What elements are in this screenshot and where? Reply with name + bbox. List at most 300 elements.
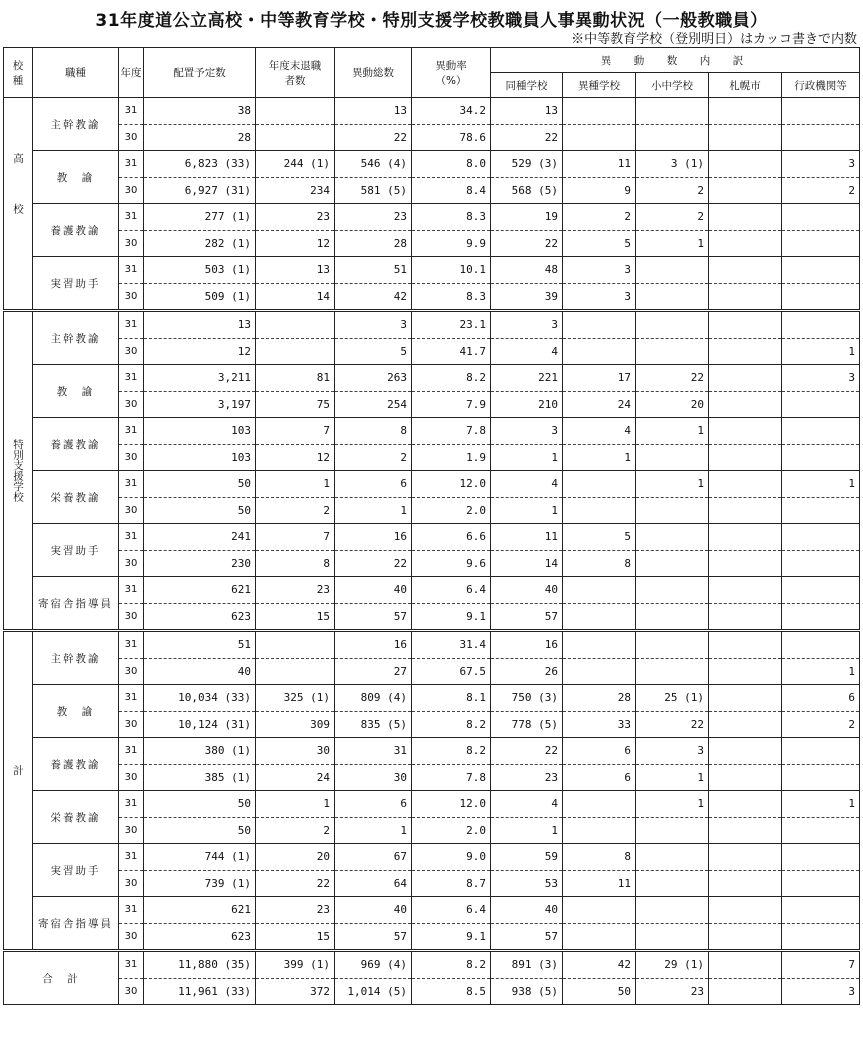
cell-sapporo	[709, 338, 782, 365]
cell-rate: 41.7	[412, 338, 491, 365]
cell-admin: 3	[782, 365, 860, 392]
cell-diff	[563, 338, 636, 365]
cell-total: 6	[335, 471, 412, 498]
table-row	[4, 631, 860, 659]
cell-same: 22	[491, 124, 563, 151]
personnel-transfer-table	[3, 47, 860, 1005]
cell-year: 30	[119, 283, 144, 311]
cell-elem: 22	[636, 365, 709, 392]
cell-total: 31	[335, 738, 412, 765]
cell-sapporo	[709, 230, 782, 257]
cell-diff: 5	[563, 524, 636, 551]
header-retired: 年度末退職者数	[256, 48, 335, 98]
job-label: 養護教諭	[33, 738, 119, 791]
cell-same: 210	[491, 391, 563, 418]
cell-rate: 7.8	[412, 418, 491, 445]
cell-assigned: 739 (1)	[144, 870, 256, 897]
job-label: 教 諭	[33, 365, 119, 418]
cell-same: 4	[491, 338, 563, 365]
table-row	[4, 497, 860, 524]
cell-year: 30	[119, 497, 144, 524]
cell-assigned: 50	[144, 817, 256, 844]
cell-rate: 78.6	[412, 124, 491, 151]
cell-elem: 23	[636, 978, 709, 1005]
cell-elem	[636, 923, 709, 951]
cell-same: 568 (5)	[491, 177, 563, 204]
cell-elem: 29 (1)	[636, 951, 709, 979]
cell-same: 750 (3)	[491, 685, 563, 712]
cell-elem	[636, 550, 709, 577]
school-type-label: 計	[4, 631, 33, 951]
cell-diff: 2	[563, 204, 636, 231]
cell-year: 31	[119, 471, 144, 498]
cell-assigned: 40	[144, 658, 256, 685]
cell-year: 30	[119, 124, 144, 151]
cell-same: 26	[491, 658, 563, 685]
cell-retired: 75	[256, 391, 335, 418]
cell-admin	[782, 524, 860, 551]
cell-year: 31	[119, 738, 144, 765]
cell-total: 1,014 (5)	[335, 978, 412, 1005]
table-row	[4, 444, 860, 471]
cell-assigned: 11,961 (33)	[144, 978, 256, 1005]
cell-same: 529 (3)	[491, 151, 563, 178]
cell-assigned: 3,197	[144, 391, 256, 418]
cell-assigned: 103	[144, 444, 256, 471]
cell-retired: 7	[256, 524, 335, 551]
cell-retired: 15	[256, 923, 335, 951]
table-row	[4, 870, 860, 897]
cell-year: 31	[119, 577, 144, 604]
cell-year: 30	[119, 764, 144, 791]
cell-same: 938 (5)	[491, 978, 563, 1005]
cell-year: 31	[119, 951, 144, 979]
table-row	[4, 471, 860, 498]
table-row	[4, 151, 860, 178]
cell-diff	[563, 817, 636, 844]
cell-admin	[782, 257, 860, 284]
cell-elem	[636, 817, 709, 844]
cell-elem	[636, 444, 709, 471]
cell-elem	[636, 658, 709, 685]
cell-diff: 50	[563, 978, 636, 1005]
cell-retired: 20	[256, 844, 335, 871]
cell-admin	[782, 897, 860, 924]
cell-same: 11	[491, 524, 563, 551]
cell-same: 57	[491, 923, 563, 951]
cell-retired: 22	[256, 870, 335, 897]
cell-sapporo	[709, 870, 782, 897]
cell-assigned: 10,034 (33)	[144, 685, 256, 712]
cell-sapporo	[709, 391, 782, 418]
cell-sapporo	[709, 711, 782, 738]
cell-elem	[636, 98, 709, 125]
cell-total: 57	[335, 923, 412, 951]
cell-sapporo	[709, 418, 782, 445]
cell-sapporo	[709, 844, 782, 871]
cell-sapporo	[709, 817, 782, 844]
cell-retired	[256, 311, 335, 339]
cell-total: 1	[335, 817, 412, 844]
cell-same: 14	[491, 550, 563, 577]
cell-sapporo	[709, 311, 782, 339]
cell-same: 40	[491, 897, 563, 924]
cell-year: 30	[119, 338, 144, 365]
table-row	[4, 978, 860, 1005]
cell-diff: 11	[563, 870, 636, 897]
cell-year: 31	[119, 631, 144, 659]
cell-rate: 1.9	[412, 444, 491, 471]
cell-elem: 25 (1)	[636, 685, 709, 712]
cell-same: 221	[491, 365, 563, 392]
cell-elem	[636, 497, 709, 524]
cell-sapporo	[709, 204, 782, 231]
cell-year: 30	[119, 923, 144, 951]
cell-sapporo	[709, 283, 782, 311]
cell-diff: 1	[563, 444, 636, 471]
job-label: 実習助手	[33, 257, 119, 311]
cell-sapporo	[709, 177, 782, 204]
cell-sapporo	[709, 577, 782, 604]
cell-assigned: 744 (1)	[144, 844, 256, 871]
cell-assigned: 6,823 (33)	[144, 151, 256, 178]
cell-admin	[782, 817, 860, 844]
cell-elem: 3	[636, 738, 709, 765]
cell-same: 4	[491, 471, 563, 498]
cell-diff: 4	[563, 418, 636, 445]
cell-admin	[782, 738, 860, 765]
cell-rate: 6.6	[412, 524, 491, 551]
cell-elem	[636, 524, 709, 551]
cell-assigned: 503 (1)	[144, 257, 256, 284]
table-row	[4, 738, 860, 765]
cell-elem	[636, 283, 709, 311]
cell-rate: 31.4	[412, 631, 491, 659]
cell-rate: 8.3	[412, 283, 491, 311]
job-label: 主幹教諭	[33, 311, 119, 365]
cell-year: 31	[119, 897, 144, 924]
cell-year: 31	[119, 844, 144, 871]
cell-assigned: 103	[144, 418, 256, 445]
cell-elem: 1	[636, 791, 709, 818]
header-same: 同種学校	[491, 73, 563, 98]
cell-rate: 2.0	[412, 817, 491, 844]
cell-sapporo	[709, 603, 782, 631]
cell-total: 16	[335, 524, 412, 551]
cell-total: 13	[335, 98, 412, 125]
cell-assigned: 282 (1)	[144, 230, 256, 257]
cell-admin	[782, 764, 860, 791]
job-label: 実習助手	[33, 844, 119, 897]
cell-admin	[782, 577, 860, 604]
cell-sapporo	[709, 550, 782, 577]
table-row	[4, 204, 860, 231]
cell-year: 30	[119, 230, 144, 257]
cell-total: 1	[335, 497, 412, 524]
table-row	[4, 418, 860, 445]
cell-elem: 1	[636, 230, 709, 257]
table-row	[4, 897, 860, 924]
cell-rate: 8.1	[412, 685, 491, 712]
cell-rate: 10.1	[412, 257, 491, 284]
cell-assigned: 12	[144, 338, 256, 365]
cell-admin	[782, 923, 860, 951]
cell-diff	[563, 791, 636, 818]
cell-assigned: 509 (1)	[144, 283, 256, 311]
cell-assigned: 50	[144, 471, 256, 498]
cell-diff	[563, 124, 636, 151]
cell-year: 31	[119, 311, 144, 339]
cell-elem: 3 (1)	[636, 151, 709, 178]
cell-year: 31	[119, 151, 144, 178]
cell-total: 30	[335, 764, 412, 791]
cell-same: 22	[491, 738, 563, 765]
cell-retired: 23	[256, 897, 335, 924]
cell-rate: 34.2	[412, 98, 491, 125]
table-row	[4, 817, 860, 844]
cell-year: 31	[119, 257, 144, 284]
cell-same: 1	[491, 444, 563, 471]
cell-retired: 24	[256, 764, 335, 791]
cell-same: 22	[491, 230, 563, 257]
cell-year: 30	[119, 658, 144, 685]
header-admin: 行政機関等	[782, 73, 860, 98]
cell-rate: 8.4	[412, 177, 491, 204]
cell-elem	[636, 257, 709, 284]
cell-diff	[563, 658, 636, 685]
cell-rate: 9.6	[412, 550, 491, 577]
cell-diff: 6	[563, 764, 636, 791]
cell-same: 59	[491, 844, 563, 871]
cell-diff: 33	[563, 711, 636, 738]
cell-total: 40	[335, 897, 412, 924]
cell-diff	[563, 471, 636, 498]
cell-diff: 11	[563, 151, 636, 178]
cell-rate: 8.0	[412, 151, 491, 178]
grand-total-label: 合 計	[4, 951, 119, 1005]
cell-total: 263	[335, 365, 412, 392]
cell-year: 30	[119, 870, 144, 897]
cell-elem: 22	[636, 711, 709, 738]
cell-rate: 9.1	[412, 923, 491, 951]
job-label: 寄宿舎指導員	[33, 577, 119, 631]
cell-total: 835 (5)	[335, 711, 412, 738]
table-row	[4, 658, 860, 685]
cell-retired: 244 (1)	[256, 151, 335, 178]
cell-rate: 8.2	[412, 711, 491, 738]
cell-diff: 24	[563, 391, 636, 418]
cell-assigned: 50	[144, 497, 256, 524]
page-title: 31年度道公立高校・中等教育学校・特別支援学校教職員人事異動状況（一般教職員）	[95, 11, 768, 31]
cell-retired	[256, 124, 335, 151]
cell-elem	[636, 124, 709, 151]
cell-same: 53	[491, 870, 563, 897]
cell-total: 3	[335, 311, 412, 339]
cell-admin	[782, 550, 860, 577]
job-label: 主幹教諭	[33, 631, 119, 685]
cell-rate: 9.9	[412, 230, 491, 257]
table-row	[4, 257, 860, 284]
cell-year: 30	[119, 978, 144, 1005]
cell-retired: 7	[256, 418, 335, 445]
cell-same: 3	[491, 311, 563, 339]
cell-same: 40	[491, 577, 563, 604]
cell-total: 51	[335, 257, 412, 284]
cell-assigned: 380 (1)	[144, 738, 256, 765]
cell-year: 31	[119, 418, 144, 445]
cell-retired	[256, 98, 335, 125]
cell-total: 254	[335, 391, 412, 418]
cell-diff	[563, 897, 636, 924]
cell-same: 1	[491, 817, 563, 844]
cell-same: 39	[491, 283, 563, 311]
cell-rate: 12.0	[412, 471, 491, 498]
cell-elem	[636, 897, 709, 924]
job-label: 教 諭	[33, 685, 119, 738]
cell-sapporo	[709, 151, 782, 178]
table-row	[4, 550, 860, 577]
cell-admin	[782, 418, 860, 445]
cell-rate: 8.7	[412, 870, 491, 897]
cell-sapporo	[709, 764, 782, 791]
cell-total: 809 (4)	[335, 685, 412, 712]
cell-assigned: 50	[144, 791, 256, 818]
cell-elem: 1	[636, 471, 709, 498]
cell-year: 30	[119, 177, 144, 204]
cell-retired: 23	[256, 577, 335, 604]
cell-total: 6	[335, 791, 412, 818]
cell-year: 31	[119, 685, 144, 712]
cell-elem: 1	[636, 764, 709, 791]
header-school-type: 校種	[4, 48, 33, 98]
cell-elem	[636, 844, 709, 871]
cell-admin	[782, 603, 860, 631]
cell-total: 40	[335, 577, 412, 604]
cell-admin: 2	[782, 177, 860, 204]
cell-retired: 234	[256, 177, 335, 204]
cell-same: 778 (5)	[491, 711, 563, 738]
table-row	[4, 230, 860, 257]
job-label: 養護教諭	[33, 204, 119, 257]
cell-same: 16	[491, 631, 563, 659]
cell-same: 48	[491, 257, 563, 284]
cell-sapporo	[709, 978, 782, 1005]
cell-admin: 1	[782, 338, 860, 365]
cell-total: 5	[335, 338, 412, 365]
cell-assigned: 623	[144, 923, 256, 951]
cell-retired: 1	[256, 471, 335, 498]
cell-total: 42	[335, 283, 412, 311]
table-row	[4, 844, 860, 871]
cell-retired	[256, 658, 335, 685]
cell-admin: 3	[782, 151, 860, 178]
cell-rate: 67.5	[412, 658, 491, 685]
cell-rate: 9.1	[412, 603, 491, 631]
cell-assigned: 277 (1)	[144, 204, 256, 231]
cell-admin	[782, 230, 860, 257]
header-total: 異動総数	[335, 48, 412, 98]
cell-diff	[563, 631, 636, 659]
cell-sapporo	[709, 524, 782, 551]
cell-diff: 3	[563, 283, 636, 311]
table-row	[4, 577, 860, 604]
cell-rate: 12.0	[412, 791, 491, 818]
cell-rate: 7.9	[412, 391, 491, 418]
table-row	[4, 524, 860, 551]
cell-diff: 6	[563, 738, 636, 765]
cell-assigned: 13	[144, 311, 256, 339]
school-type-label: 特別支援学校	[4, 311, 33, 631]
cell-admin	[782, 497, 860, 524]
cell-retired: 30	[256, 738, 335, 765]
cell-assigned: 621	[144, 897, 256, 924]
cell-same: 57	[491, 603, 563, 631]
cell-year: 31	[119, 98, 144, 125]
cell-year: 31	[119, 365, 144, 392]
job-label: 栄養教諭	[33, 791, 119, 844]
cell-total: 22	[335, 124, 412, 151]
cell-admin: 6	[782, 685, 860, 712]
cell-elem	[636, 577, 709, 604]
cell-total: 28	[335, 230, 412, 257]
cell-retired: 14	[256, 283, 335, 311]
cell-admin: 1	[782, 658, 860, 685]
table-row	[4, 177, 860, 204]
table-row	[4, 711, 860, 738]
job-label: 主幹教諭	[33, 98, 119, 151]
cell-retired: 81	[256, 365, 335, 392]
cell-sapporo	[709, 257, 782, 284]
footnote: ※中等教育学校（登別明日）はカッコ書きで内数	[571, 32, 857, 47]
cell-admin: 2	[782, 711, 860, 738]
cell-sapporo	[709, 685, 782, 712]
cell-diff: 8	[563, 844, 636, 871]
cell-admin	[782, 844, 860, 871]
cell-year: 30	[119, 550, 144, 577]
cell-diff	[563, 603, 636, 631]
cell-same: 3	[491, 418, 563, 445]
cell-same: 23	[491, 764, 563, 791]
cell-total: 16	[335, 631, 412, 659]
cell-elem	[636, 870, 709, 897]
table-row	[4, 764, 860, 791]
cell-retired: 13	[256, 257, 335, 284]
cell-rate: 8.5	[412, 978, 491, 1005]
cell-rate: 8.2	[412, 951, 491, 979]
cell-retired: 1	[256, 791, 335, 818]
job-label: 教 諭	[33, 151, 119, 204]
cell-diff: 28	[563, 685, 636, 712]
cell-assigned: 230	[144, 550, 256, 577]
cell-year: 30	[119, 817, 144, 844]
cell-total: 67	[335, 844, 412, 871]
cell-assigned: 621	[144, 577, 256, 604]
cell-retired	[256, 338, 335, 365]
cell-elem	[636, 603, 709, 631]
cell-diff: 42	[563, 951, 636, 979]
cell-diff	[563, 923, 636, 951]
cell-elem: 2	[636, 177, 709, 204]
cell-total: 64	[335, 870, 412, 897]
cell-sapporo	[709, 365, 782, 392]
cell-year: 30	[119, 391, 144, 418]
cell-sapporo	[709, 471, 782, 498]
table-row	[4, 338, 860, 365]
cell-retired	[256, 631, 335, 659]
cell-diff: 17	[563, 365, 636, 392]
cell-diff: 8	[563, 550, 636, 577]
cell-elem	[636, 311, 709, 339]
